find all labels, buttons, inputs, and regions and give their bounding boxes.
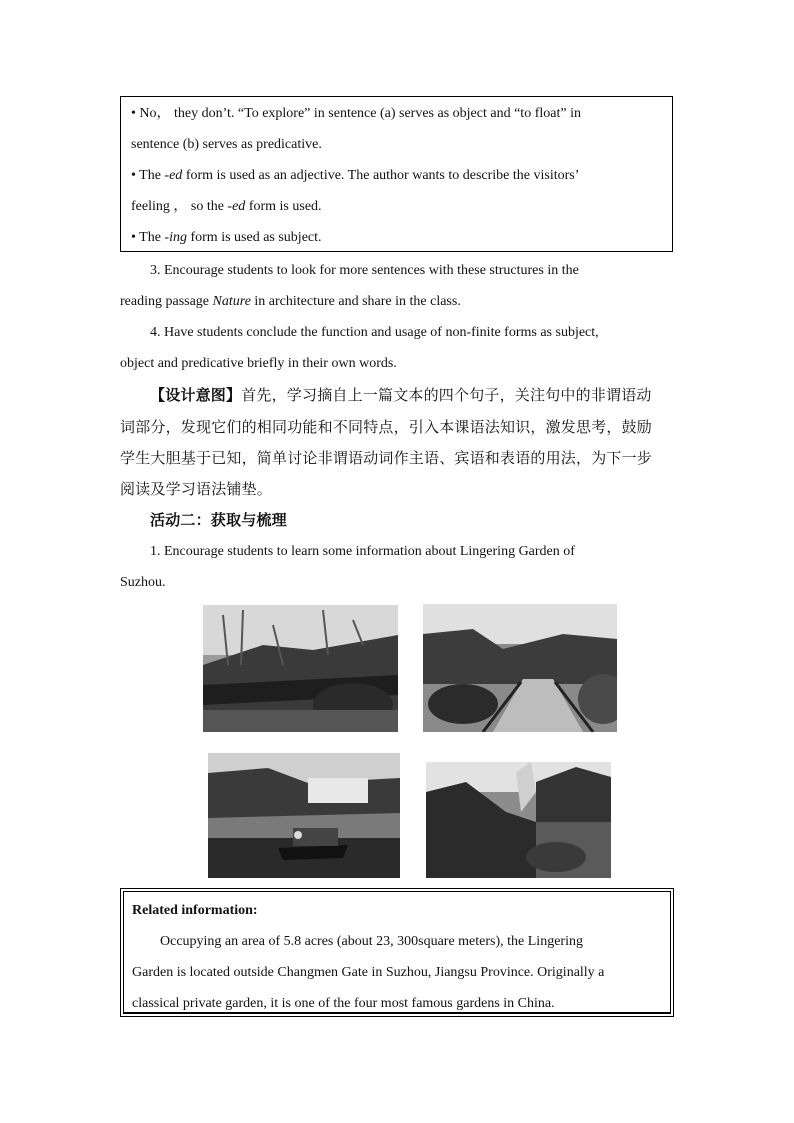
step-4-line: object and predicative briefly in their own words. [120, 356, 397, 371]
answer-line [131, 222, 662, 253]
answer-text: form is used as subject. [186, 230, 322, 245]
activity-step-line: Suzhou. [120, 575, 166, 590]
answer-text: No， they don’t. “To explore” in sentence (a) serves as object and “to float” in [139, 106, 581, 121]
answer-emphasis: -ed [227, 199, 246, 214]
step-3-line: 3. Encourage students to look for more sentences with these structures in the [150, 263, 579, 278]
garden-boat-photo [208, 753, 400, 878]
answer-line [131, 98, 662, 129]
step-text: reading passage [120, 294, 213, 309]
bullet: • [131, 230, 136, 245]
answer-emphasis: -ing [164, 230, 187, 245]
step-4-line: 4. Have students conclude the function and usage of non-finite forms as subject, [150, 325, 599, 340]
design-intent-tag: 【设计意图】 [150, 386, 242, 404]
design-intent-line: 学生大胆基于已知，简单讨论非谓语动词作主语、宾语和表语的用法，为下一步 [120, 449, 653, 467]
related-info-box [120, 888, 674, 1017]
design-intent-line: 词部分，发现它们的相同功能和不同特点，引入本课语法知识，激发思考，鼓励 [120, 418, 653, 436]
answer-text: The [139, 230, 165, 245]
answer-line [131, 160, 662, 191]
related-info-line: Garden is located outside Changmen Gate in Suzhou, Jiangsu Province. Originally a [132, 965, 605, 980]
answer-text: form is used as an adjective. The author wants to describe the visitors’ [182, 168, 580, 183]
answer-box [120, 96, 673, 252]
step-text: in architecture and share in the class. [250, 294, 461, 309]
answer-line [131, 129, 662, 160]
garden-corridor-photo [203, 605, 398, 732]
answer-text: The [139, 168, 165, 183]
answer-text: sentence (b) serves as predicative. [131, 137, 322, 152]
related-info-title: Related information: [132, 903, 258, 918]
answer-line [131, 191, 662, 222]
design-intent-text: 首先，学习摘自上一篇文本的四个句子，关注句中的非谓语动 [241, 386, 652, 404]
garden-rockery-photo [426, 762, 611, 878]
answer-text: form is used. [245, 199, 322, 214]
design-intent-line: 阅读及学习语法铺垫。 [120, 480, 273, 498]
answer-text: feeling ， so the [131, 199, 228, 214]
step-emphasis: Nature [212, 294, 251, 309]
activity-step-line: 1. Encourage students to learn some information about Lingering Garden of [150, 544, 575, 559]
bullet: • [131, 168, 136, 183]
activity-heading: 活动二：获取与梳理 [150, 511, 287, 529]
related-info-line: Occupying an area of 5.8 acres (about 23, 300square meters), the Lingering [160, 934, 583, 949]
garden-bridge-photo [423, 604, 617, 732]
design-intent-line [150, 380, 673, 411]
bullet: • [131, 106, 136, 121]
step-3-line [120, 286, 673, 317]
related-info-line: classical private garden, it is one of the four most famous gardens in China. [132, 996, 555, 1011]
answer-emphasis: -ed [164, 168, 183, 183]
related-info-inner [123, 891, 671, 1014]
